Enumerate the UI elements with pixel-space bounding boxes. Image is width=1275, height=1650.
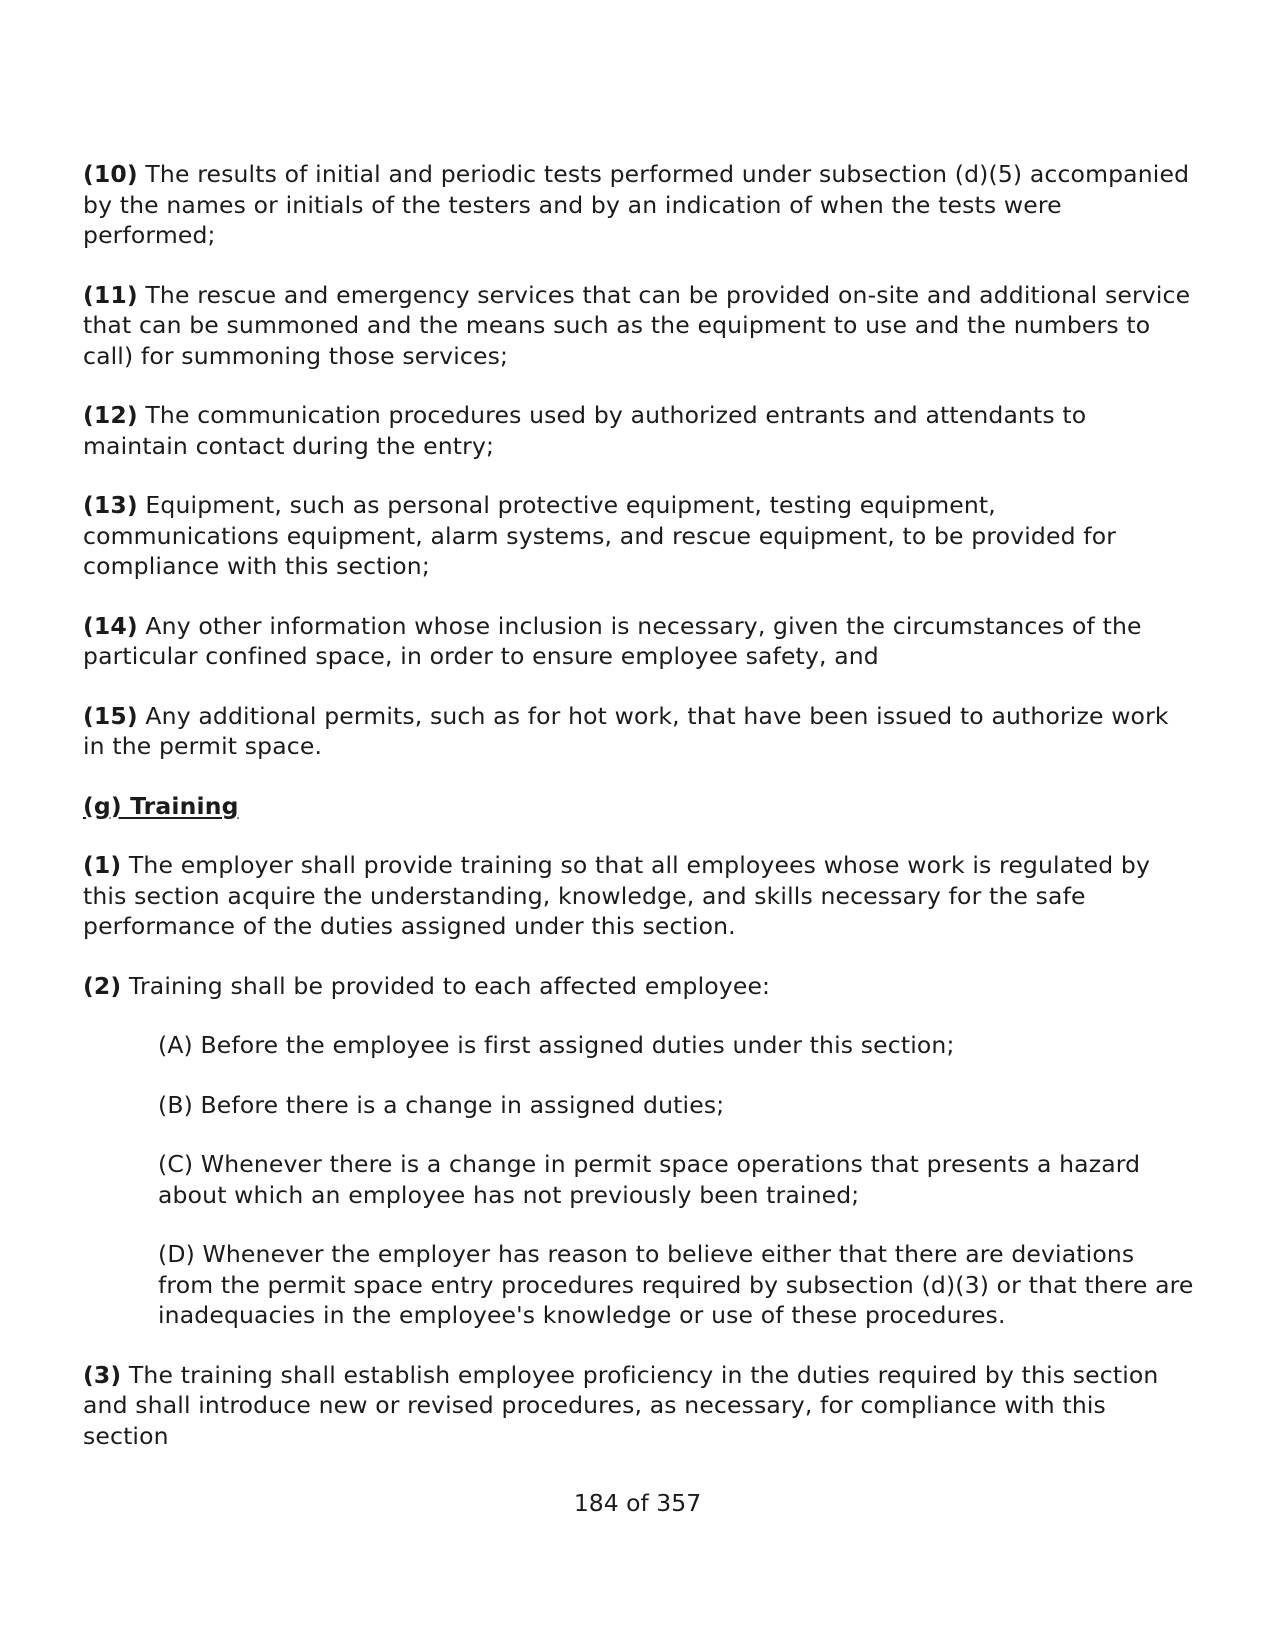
item-number: (14) bbox=[83, 611, 138, 640]
sub-item-a: (A) Before the employee is first assigned duties under this section; bbox=[158, 1031, 955, 1059]
list-item bbox=[83, 159, 1195, 251]
training-item-2 bbox=[83, 971, 1195, 1002]
item-number: (10) bbox=[83, 160, 138, 188]
item-text: Any additional permits, such as for hot work, that have been issued to authorize work in the permit space. bbox=[83, 701, 1169, 760]
item-text: The employer shall provide training so that all employees whose work is regulated by this section acquire the understanding, knowledge, and skills necessary for the safe performance of the duties assigned under this section. bbox=[83, 851, 1151, 940]
item-number: (11) bbox=[83, 280, 138, 309]
list-item bbox=[83, 280, 1195, 372]
item-text: The rescue and emergency services that can be provided on-site and additional service that can be summoned and the means such as the equipment to use and the numbers to call) for summoning those services; bbox=[83, 280, 1191, 370]
training-item-3 bbox=[83, 1360, 1195, 1452]
section-heading: (g) Training bbox=[83, 791, 239, 820]
list-item bbox=[83, 611, 1195, 672]
list-item bbox=[83, 490, 1195, 582]
item-number: (3) bbox=[83, 1360, 122, 1389]
item-number: (15) bbox=[83, 701, 138, 730]
list-item bbox=[83, 701, 1195, 762]
item-text: Any other information whose inclusion is necessary, given the circumstances of the particular confined space, in order to ensure employee safety, and bbox=[83, 611, 1142, 670]
item-text: The results of initial and periodic tests performed under subsection (d)(5) accompanied by the names or initials of the testers and by an indication of when the tests were performed; bbox=[83, 160, 1190, 249]
page-number: 184 of 357 bbox=[573, 1489, 702, 1517]
item-text: The training shall establish employee proficiency in the duties required by this section and shall introduce new or revised procedures, as necessary, for compliance with this section bbox=[83, 1360, 1159, 1450]
item-number: (1) bbox=[83, 851, 122, 879]
sub-item-d: (D) Whenever the employer has reason to believe either that there are deviations from the permit space entry procedures required by subsection (d)(3) or that there are inadequacies in the employee's knowledge or use of these procedures. bbox=[158, 1240, 1194, 1329]
item-text: Training shall be provided to each affected employee: bbox=[128, 971, 771, 1000]
sub-item-c: (C) Whenever there is a change in permit space operations that presents a hazard about which an employee has not previously been trained; bbox=[158, 1150, 1141, 1209]
item-number: (2) bbox=[83, 971, 122, 1000]
item-number: (12) bbox=[83, 401, 138, 429]
list-item bbox=[83, 400, 1195, 461]
item-text: The communication procedures used by authorized entrants and attendants to maintain contact during the entry; bbox=[83, 401, 1087, 460]
item-text: Equipment, such as personal protective equipment, testing equipment, communications equipment, alarm systems, and rescue equipment, to be provided for compliance with this section; bbox=[83, 491, 1117, 580]
page-content bbox=[83, 159, 1195, 1480]
sub-item-b: (B) Before there is a change in assigned duties; bbox=[158, 1090, 725, 1119]
training-item-1 bbox=[83, 850, 1195, 942]
item-number: (13) bbox=[83, 491, 138, 519]
